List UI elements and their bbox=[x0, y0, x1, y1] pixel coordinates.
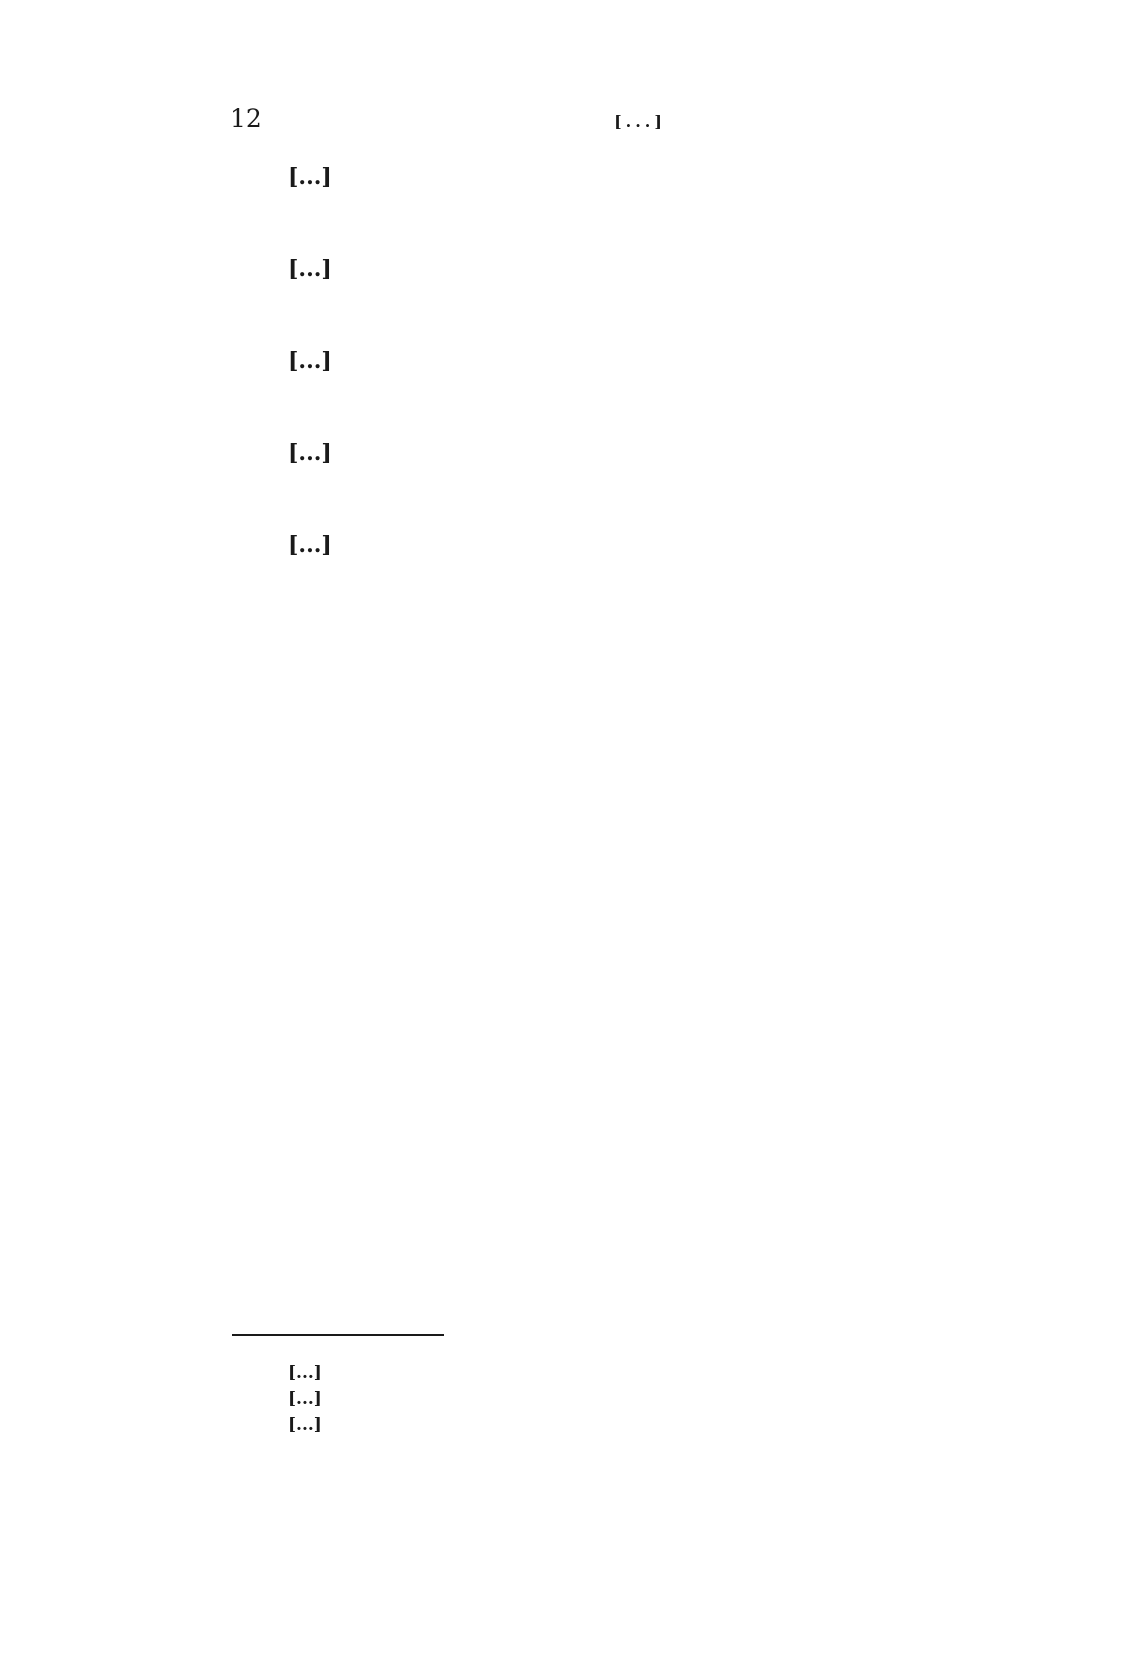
footnote: [...] bbox=[288, 1415, 322, 1435]
body-text bbox=[230, 160, 1050, 620]
footnotes bbox=[230, 1360, 1050, 1438]
paragraph: [...] bbox=[288, 256, 332, 282]
footnote: [...] bbox=[288, 1389, 322, 1409]
paragraph: [...] bbox=[288, 440, 332, 466]
page-header bbox=[230, 104, 1050, 144]
footnote: [...] bbox=[288, 1363, 322, 1383]
paragraph: [...] bbox=[288, 532, 332, 558]
page-number: 12 bbox=[230, 104, 262, 133]
paragraph: [...] bbox=[288, 164, 332, 190]
running-head: [...] bbox=[614, 112, 666, 131]
paragraph: [...] bbox=[288, 348, 332, 374]
footnote-divider bbox=[232, 1334, 444, 1336]
